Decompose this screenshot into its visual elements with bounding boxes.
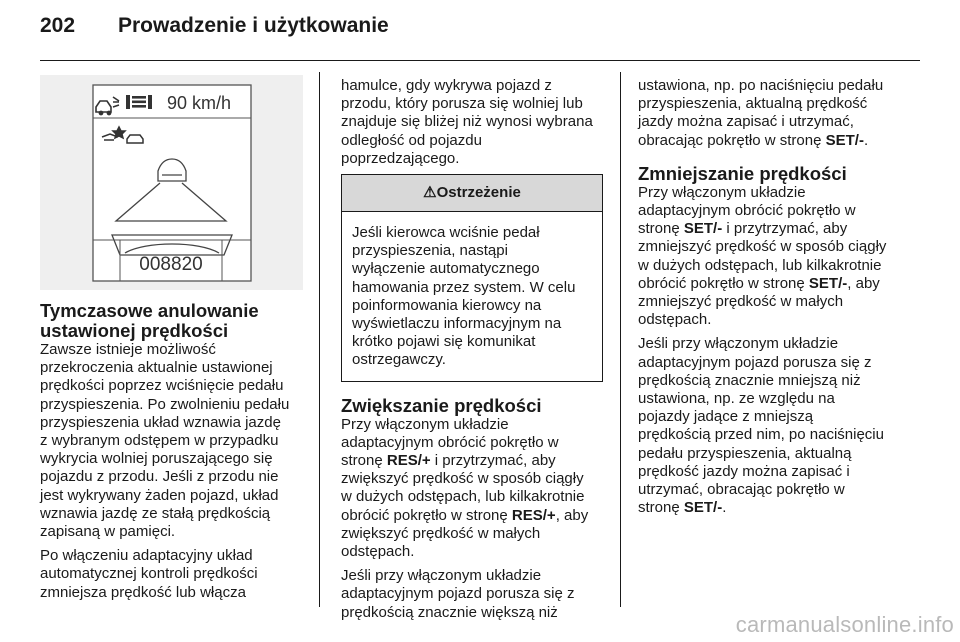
text-line: krótko pojawi się komunikat	[352, 333, 536, 351]
heading-line: Tymczasowe anulowanie	[40, 300, 259, 321]
text-line: zmniejszyć prędkość w małych	[638, 293, 844, 311]
odometer-readout: 008820	[139, 254, 203, 275]
text-line: poprzedzającego.	[341, 149, 460, 167]
column-1	[40, 301, 308, 608]
header-rule	[40, 60, 920, 61]
text-line: utrzymać, obracając pokrętło w	[638, 481, 845, 499]
text-line: znajduje się bliżej niż wynosi wybrana	[341, 113, 593, 131]
warning-box	[341, 174, 603, 382]
warning-title: Ostrzeżenie	[436, 184, 521, 202]
text-line: przyspieszenia, nastąpi	[352, 242, 508, 260]
text-line: odstępach.	[341, 543, 415, 561]
control-label: SET/-	[825, 131, 864, 149]
text-line: wykrycia wolniej poruszającego się	[40, 450, 273, 468]
text-line: w dużych odstępach, lub kilkakrotnie	[341, 488, 585, 506]
text-line: prędkości poprzez wciśnięcie pedału	[40, 377, 284, 395]
text-run: i przytrzymać, aby	[430, 452, 556, 470]
text-run: stronę	[638, 499, 684, 517]
paragraph	[341, 416, 603, 562]
paragraph	[40, 547, 308, 602]
text-line: odstępach.	[638, 311, 712, 329]
text-run: obracając pokrętło w stronę	[638, 131, 826, 149]
control-label: SET/-	[683, 220, 723, 238]
following-distance-icon	[126, 95, 152, 109]
section-heading: Zwiększanie prędkości	[341, 394, 542, 416]
paragraph	[40, 341, 308, 541]
paragraph	[638, 77, 906, 150]
warning-body	[342, 212, 602, 381]
text-run: obrócić pokrętło w stronę	[341, 506, 512, 524]
text-line: ustawiona, np. po naciśnięciu pedału	[638, 77, 884, 94]
text-line: Zawsze istnieje możliwość	[40, 341, 216, 358]
paragraph	[341, 567, 603, 622]
text-line: jest wykrywany żaden pojazd, układ	[40, 486, 279, 504]
text-run: obrócić pokrętło w stronę	[638, 274, 809, 292]
text-line: automatycznej kontroli prędkości	[40, 565, 258, 583]
text-line: prędkością przed nim, po naciśnięciu	[638, 426, 884, 444]
text-line: Przy włączonym układzie	[341, 415, 509, 433]
heading-line: ustawionej prędkości	[40, 320, 229, 341]
text-line: prędkością znacznie większą niż	[341, 603, 558, 621]
text-line: pojazdu z przodu. Jeśli z przodu nie	[40, 468, 279, 486]
text-line: przyspieszenia, aktualną prędkość	[638, 95, 868, 113]
warning-triangle-icon: ⚠	[423, 184, 437, 202]
cruise-control-display-illustration	[40, 75, 303, 290]
text-line: odległość od pojazdu	[341, 131, 482, 149]
column-divider	[620, 72, 621, 607]
text-run: .	[863, 131, 869, 149]
control-label: RES/+	[511, 506, 556, 524]
text-line: z wybranym odstępem w przypadku	[40, 432, 279, 450]
section-heading: Zmniejszanie prędkości	[638, 162, 847, 184]
text-line: hamowania przez system. W celu	[352, 278, 576, 296]
text-line: w dużych odstępach, lub kilkakrotnie	[638, 256, 882, 274]
text-line: zmniejsza prędkość lub włącza	[40, 583, 246, 601]
text-line: przodu, który porusza się wolniej lub	[341, 95, 583, 113]
section-heading	[40, 301, 308, 341]
paragraph	[341, 77, 603, 168]
text-line: wznawia jazdę ze stałą prędkością	[40, 504, 271, 522]
text-line: adaptacyjnym pojazd porusza się z	[341, 585, 575, 603]
speed-readout: 90 km/h	[167, 93, 232, 113]
text-line: hamulce, gdy wykrywa pojazd z	[341, 77, 552, 94]
text-line: Jeśli kierowca wciśnie pedał	[352, 224, 540, 242]
warning-header	[342, 175, 602, 212]
text-line: przyspieszenia układ wznawia jazdę	[40, 413, 281, 431]
text-run: stronę	[638, 220, 684, 238]
display-drawing	[40, 75, 303, 290]
control-label: SET/-	[808, 274, 848, 292]
text-line: zapisaną w pamięci.	[40, 523, 176, 541]
text-run: stronę	[341, 452, 387, 470]
text-line: zwiększyć prędkość w małych	[341, 524, 541, 542]
text-run: , aby	[555, 506, 589, 524]
paragraph	[638, 335, 906, 517]
text-line: prędkość jazdy można zapisać i	[638, 462, 850, 480]
text-line: zwiększyć prędkość w sposób ciągły	[341, 470, 584, 488]
text-line: adaptacyjnym obrócić pokrętło w	[638, 202, 856, 220]
text-line: ostrzegawczy.	[352, 351, 446, 369]
control-label: RES/+	[386, 452, 431, 470]
page-number: 202	[40, 14, 76, 37]
column-divider	[319, 72, 320, 607]
watermark: carmanualsonline.info	[735, 612, 954, 637]
text-line: Jeśli przy włączonym układzie	[638, 335, 839, 353]
text-line: wyświetlaczu informacyjnym na	[352, 315, 562, 333]
page-title: Prowadzenie i użytkowanie	[118, 14, 389, 37]
column-3	[638, 77, 906, 523]
text-line: poinformowania kierowcy na	[352, 296, 542, 314]
text-run: i przytrzymać, aby	[722, 220, 848, 238]
text-line: pedału przyspieszenia, aktualną	[638, 444, 852, 462]
text-line: wyłączenie automatycznego	[352, 260, 540, 278]
text-line: Po włączeniu adaptacyjny układ	[40, 547, 253, 565]
text-line: ustawiona, np. ze względu na	[638, 390, 835, 408]
text-line: przyspieszenia. Po zwolnieniu pedału	[40, 395, 290, 413]
text-line: jazdy można zapisać i utrzymać,	[638, 113, 854, 131]
text-line: adaptacyjnym pojazd porusza się z	[638, 353, 872, 371]
text-line: prędkością znacznie mniejszą niż	[638, 371, 861, 389]
text-run: .	[722, 499, 727, 517]
text-run: , aby	[847, 274, 880, 292]
column-2	[341, 77, 603, 628]
text-line: zmniejszyć prędkość w sposób ciągły	[638, 238, 887, 256]
control-label: SET/-	[683, 499, 723, 517]
paragraph	[638, 184, 906, 330]
text-line: przekroczenia aktualnie ustawionej	[40, 359, 273, 377]
text-line: adaptacyjnym obrócić pokrętło w	[341, 433, 559, 451]
text-line: Przy włączonym układzie	[638, 183, 806, 201]
text-line: pojazdy jadące z mniejszą	[638, 408, 814, 426]
page-header	[40, 14, 389, 38]
text-line: Jeśli przy włączonym układzie	[341, 567, 542, 585]
